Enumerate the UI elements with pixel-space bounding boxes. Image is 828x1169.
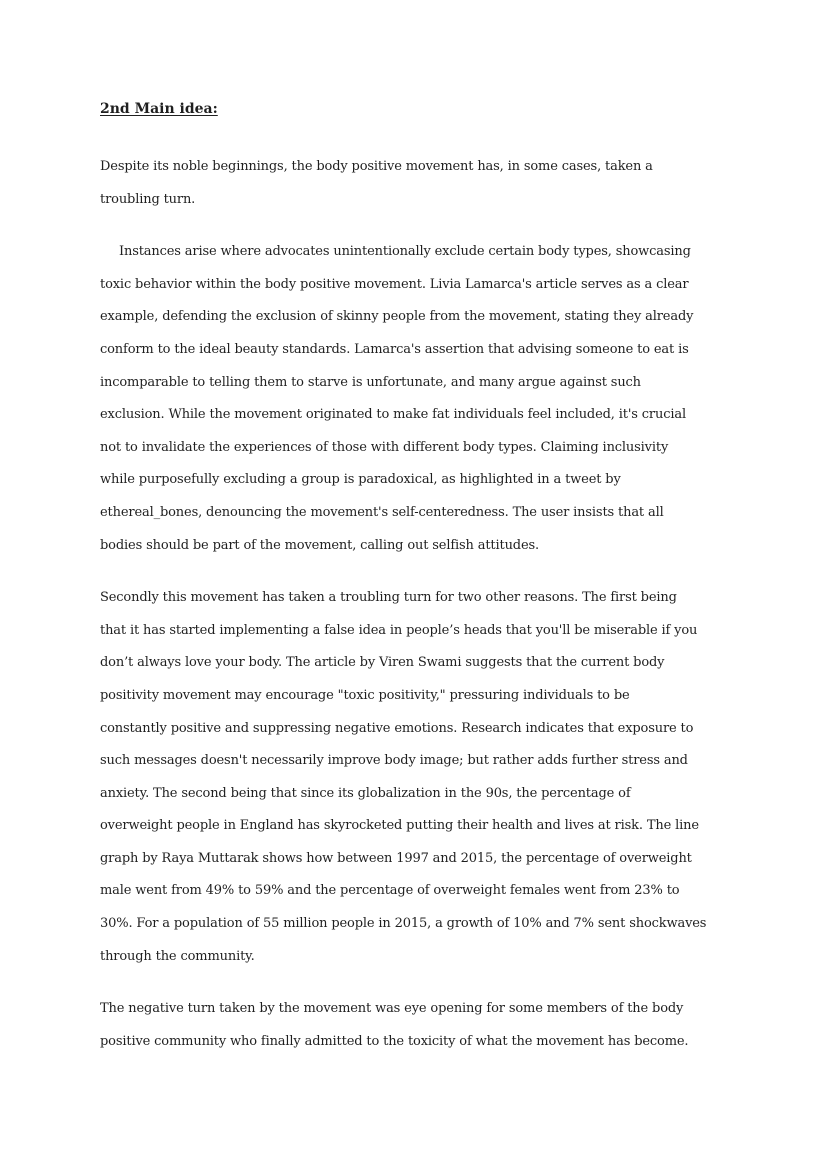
text-line: 30%. For a population of 55 million people in 2015, a growth of 10% and 7% sent shockwaves	[100, 916, 707, 932]
text-line: ethereal_bones, denouncing the movement's self-centeredness. The user insists that all	[100, 504, 664, 520]
section-heading: 2nd Main idea:	[100, 101, 218, 117]
text-line: incomparable to telling them to starve is unfortunate, and many argue against such	[100, 374, 641, 390]
paragraph	[100, 582, 730, 973]
text-line: male went from 49% to 59% and the percentage of overweight females went from 23% to	[100, 883, 680, 899]
text-line: constantly positive and suppressing negative emotions. Research indicates that exposure to	[100, 720, 694, 736]
text-line: Secondly this movement has taken a troubling turn for two other reasons. The first being	[100, 590, 677, 606]
text-line: troubling turn.	[100, 191, 196, 207]
text-line: overweight people in England has skyrocketed putting their health and lives at risk. The line	[100, 818, 699, 834]
text-line: graph by Raya Muttarak shows how between 1997 and 2015, the percentage of overweight	[100, 850, 692, 866]
text-line: not to invalidate the experiences of those with different body types. Claiming inclusivity	[100, 439, 669, 455]
paragraph	[100, 236, 730, 562]
paragraph-list	[100, 151, 730, 1058]
text-line: Despite its noble beginnings, the body positive movement has, in some cases, taken a	[100, 159, 653, 174]
text-line: anxiety. The second being that since its globalization in the 90s, the percentage of	[100, 785, 631, 801]
text-line: conform to the ideal beauty standards. Lamarca's assertion that advising someone to eat is	[100, 341, 689, 357]
text-line: positivity movement may encourage "toxic positivity," pressuring individuals to be	[100, 687, 630, 703]
text-line: don’t always love your body. The article by Viren Swami suggests that the current body	[100, 655, 665, 671]
text-line: positive community who finally admitted to the toxicity of what the movement has become.	[100, 1033, 689, 1049]
text-line: while purposefully excluding a group is paradoxical, as highlighted in a tweet by	[100, 472, 621, 488]
paragraph	[100, 151, 730, 216]
text-line: The negative turn taken by the movement was eye opening for some members of the body	[100, 1001, 684, 1017]
text-line: Instances arise where advocates unintentionally exclude certain body types, showcasing	[119, 244, 691, 260]
document-body	[100, 99, 730, 1078]
text-line: bodies should be part of the movement, calling out selfish attitudes.	[100, 537, 540, 553]
text-line: example, defending the exclusion of skinny people from the movement, stating they already	[100, 309, 694, 325]
text-line: such messages doesn't necessarily improve body image; but rather adds further stress and	[100, 753, 688, 769]
text-line: through the community.	[100, 948, 255, 964]
text-line: that it has started implementing a false idea in people’s heads that you'll be miserable if you	[100, 622, 698, 638]
text-line: toxic behavior within the body positive movement. Livia Lamarca's article serves as a clear	[100, 276, 689, 292]
text-line: exclusion. While the movement originated to make fat individuals feel included, it's crucial	[100, 407, 686, 423]
paragraph	[100, 993, 730, 1058]
